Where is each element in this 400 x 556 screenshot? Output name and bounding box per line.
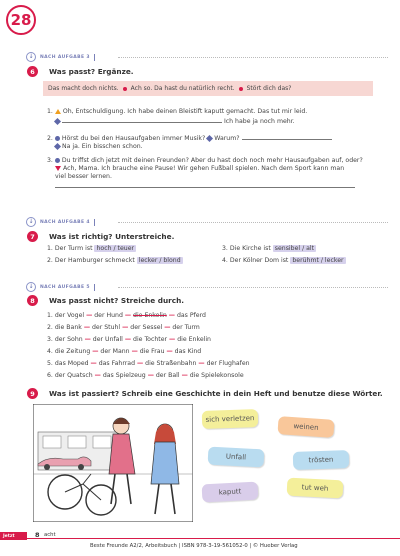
word-bank (43, 81, 373, 96)
item-text: 1. Der Turm ist (47, 245, 93, 252)
triangle-down-icon (55, 166, 61, 171)
page-word: acht (44, 532, 56, 538)
triangle-icon (55, 109, 61, 114)
ex8-row: 1. der Vogel — der Hund — die Enkelin — das Pferd (47, 312, 206, 319)
item-text: 3. Die Kirche ist (222, 245, 271, 252)
ex7-item-3 (222, 245, 316, 253)
word[interactable]: der Unfall (92, 336, 123, 343)
ex8-row: 6. der Quatsch — das Spielzeug — der Ball — die Spielekonsole (47, 372, 244, 379)
dialog-line: Hörst du bei den Hausaufgaben immer Musik? (61, 135, 206, 142)
word-bank-item: Das macht doch nichts. (48, 85, 119, 92)
nav-bar (94, 219, 96, 226)
lesson-number-badge: 28 (6, 5, 36, 35)
diamond-icon (206, 134, 213, 141)
word-card: tut weh (287, 478, 344, 499)
word[interactable]: das Fahrrad (98, 360, 136, 367)
word-bank-item: Ach so. Da hast du natürlich recht. (130, 85, 235, 92)
word[interactable]: der Turm (172, 324, 200, 331)
ex8-row: 5. das Moped — das Fahrrad — die Straßenbahn — der Flughafen (47, 360, 250, 367)
dialog-3: 3. Du triffst dich jetzt mit deinen Freunden? Aber du hast doch noch mehr Hausaufgaben auf, oder? Ach, Mama. Ich brauche eine Pause! Wir gehen Fußball spielen. Nach dem Sport kann man viel besser lernen. (47, 157, 387, 191)
divider (118, 57, 388, 58)
word[interactable]: das Spielzeug (102, 372, 146, 379)
dialog-line: Ach, Mama. Ich brauche eine Pause! Wir gehen Fußball spielen. Nach dem Sport kann man (62, 165, 345, 172)
ex8-row: 3. der Sohn — der Unfall — die Tochter — die Enkelin (47, 336, 211, 343)
arrow-down-icon: ↓ (26, 52, 36, 62)
circle-icon (55, 158, 60, 163)
dialog-line: Na ja. Ein bisschen schon. (61, 143, 143, 150)
ex8-row: 2. die Bank — der Stuhl — der Sessel — der Turm (47, 324, 200, 331)
word-card: sich verletzen (202, 409, 259, 429)
nav-bar (94, 284, 96, 291)
choice-option[interactable]: berühmt / lecker (292, 257, 344, 264)
dialog-line: Warum? (214, 135, 240, 142)
word[interactable]: die Spielekonsole (189, 372, 244, 379)
bullet-icon (239, 87, 243, 91)
exercise-title: Was passt nicht? Streiche durch. (49, 296, 185, 305)
divider (118, 287, 388, 288)
exercise-title: Was ist richtig? Unterstreiche. (49, 232, 175, 241)
word-card: Unfall (208, 447, 265, 468)
nav-hint-7 (26, 217, 95, 227)
arrow-down-icon: ↓ (26, 282, 36, 292)
nav-bar (94, 54, 96, 61)
ex7-item-1 (47, 245, 136, 253)
choice-option[interactable]: lecker / blond (138, 257, 181, 264)
bullet-icon (123, 87, 127, 91)
word-crossed-out[interactable]: die Enkelin (133, 312, 167, 319)
exercise-number: 7 (27, 231, 38, 242)
nav-hint-8 (26, 282, 95, 292)
ex7-item-4 (222, 257, 346, 265)
word-card: kaputt (202, 482, 259, 503)
answer-line[interactable] (242, 133, 332, 140)
diamond-icon (54, 142, 61, 149)
footer-rule (0, 538, 400, 539)
arrow-down-icon: ↓ (26, 217, 36, 227)
exercise-title: Was passt? Ergänze. (49, 67, 134, 76)
word[interactable]: das Pferd (176, 312, 206, 319)
word: 4. die Zeitung (47, 348, 91, 355)
nav-label: NACH AUFGABE 3 (40, 54, 90, 60)
divider (118, 222, 388, 223)
exercise-number: 8 (27, 295, 38, 306)
diamond-icon (54, 117, 61, 124)
word: 3. der Sohn (47, 336, 83, 343)
word[interactable]: die Enkelin (177, 336, 211, 343)
word: 1. der Vogel (47, 312, 85, 319)
exercise-number: 6 (27, 66, 38, 77)
nav-hint-6 (26, 52, 95, 62)
item-text: 2. Der Hamburger schmeckt (47, 257, 135, 264)
word-card: trösten (293, 450, 350, 470)
accident-illustration (33, 404, 193, 522)
dialog-line: Oh, Entschuldigung. Ich habe deinen Bleistift kaputt gemacht. Das tut mir leid. (62, 108, 308, 115)
dialog-2: 2. Hörst du bei den Hausaufgaben immer Musik? Warum? Na ja. Ein bisschen schon. (47, 133, 387, 151)
word[interactable]: das Kind (174, 348, 202, 355)
word[interactable]: der Flughafen (206, 360, 250, 367)
word[interactable]: der Stuhl (91, 324, 121, 331)
dialog-line: Ich habe ja noch mehr. (223, 118, 295, 125)
word-card: weinen (277, 416, 334, 438)
word[interactable]: die Straßenbahn (145, 360, 197, 367)
dialog-line: viel besser lernen. (55, 173, 112, 180)
ex8-list (47, 310, 250, 382)
word[interactable]: die Frau (139, 348, 165, 355)
answer-line[interactable] (55, 181, 355, 188)
footer-tag: Jetzt (0, 532, 27, 540)
ex7-item-2 (47, 257, 183, 265)
dialog-line: Du triffst dich jetzt mit deinen Freunden? Aber du hast doch noch mehr Hausaufgaben auf, oder? (61, 157, 363, 164)
word[interactable]: der Ball (155, 372, 180, 379)
circle-icon (55, 136, 60, 141)
item-text: 4. Der Kölner Dom ist (222, 257, 289, 264)
word[interactable]: der Sessel (130, 324, 163, 331)
word[interactable]: der Hund (94, 312, 123, 319)
word: 5. das Moped (47, 360, 89, 367)
footer-credit: Beste Freunde A2/2, Arbeitsbuch | ISBN 978-3-19-561052-0 | © Hueber Verlag (90, 543, 298, 549)
word[interactable]: der Mann (100, 348, 130, 355)
exercise-number: 9 (27, 388, 38, 399)
word-bank-item: Stört dich das? (246, 85, 292, 92)
dialog-1: 1. Oh, Entschuldigung. Ich habe deinen Bleistift kaputt gemacht. Das tut mir leid. Ich habe ja noch mehr. (47, 108, 308, 125)
ex8-row: 4. die Zeitung — der Mann — die Frau — das Kind (47, 348, 202, 355)
choice-option[interactable]: hoch / teuer (96, 245, 135, 252)
nav-label: NACH AUFGABE 4 (40, 219, 90, 225)
choice-option[interactable]: sensibel / alt (274, 245, 315, 252)
word: 6. der Quatsch (47, 372, 93, 379)
word[interactable]: die Tochter (133, 336, 168, 343)
exercise-title: Was ist passiert? Schreib eine Geschichte in dein Heft und benutze diese Wörter. (49, 389, 383, 398)
answer-line[interactable] (62, 116, 222, 123)
word: 2. die Bank (47, 324, 82, 331)
page-number: 8 (35, 531, 40, 539)
nav-label: NACH AUFGABE 5 (40, 284, 90, 290)
